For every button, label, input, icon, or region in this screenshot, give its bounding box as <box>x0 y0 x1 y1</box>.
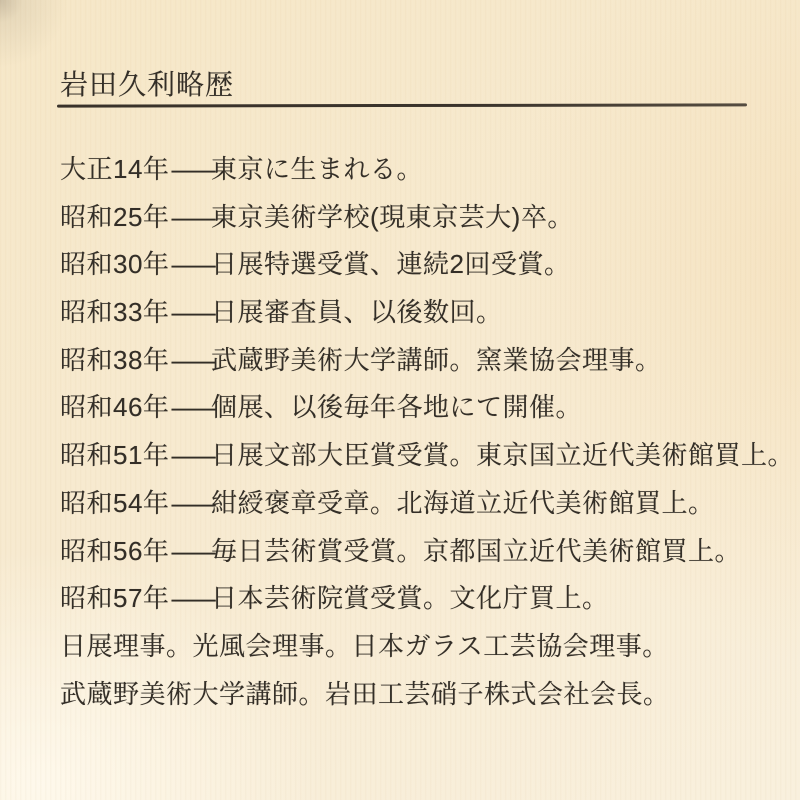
entry-era-year: 昭和51年 <box>60 440 170 471</box>
chronology-entry <box>60 337 780 385</box>
entry-era-year: 昭和30年 <box>60 249 170 280</box>
chronology-entry <box>60 289 780 337</box>
entry-era-year: 大正14年 <box>60 154 170 184</box>
entry-description: 東京美術学校(現東京芸大)卒。 <box>211 201 574 232</box>
entry-dash: — <box>171 487 217 518</box>
entry-dash: — <box>171 249 217 280</box>
entry-dash: — <box>171 392 217 423</box>
chronology-entry <box>60 575 780 623</box>
entry-era-year: 昭和25年 <box>60 201 170 232</box>
entry-dash: — <box>171 583 217 614</box>
chronology-entry <box>60 146 780 194</box>
entry-era-year: 昭和38年 <box>60 344 170 375</box>
entry-description: 紺綬褒章受章。北海道立近代美術館買上。 <box>211 487 715 518</box>
entry-era-year: 昭和54年 <box>60 487 170 518</box>
entry-description: 個展、以後毎年各地にて開催。 <box>211 392 583 423</box>
entry-era-year: 昭和56年 <box>60 535 170 566</box>
entry-dash: — <box>171 344 217 375</box>
entry-dash: — <box>171 154 217 184</box>
entry-description: 武蔵野美術大学講師。窯業協会理事。 <box>211 344 662 375</box>
chronology-entry <box>60 432 795 480</box>
affiliation-line <box>60 671 780 719</box>
chronology-entry <box>60 480 780 528</box>
entry-dash: — <box>171 201 217 232</box>
chronology-list <box>60 146 795 718</box>
entry-era-year: 昭和33年 <box>60 297 170 328</box>
title-underline-rule <box>57 103 747 107</box>
entry-dash: — <box>171 440 217 471</box>
chronology-entry <box>60 528 780 576</box>
entry-description: 日展特選受賞、連続2回受賞。 <box>211 249 571 280</box>
entry-dash: — <box>171 535 217 566</box>
affiliation-line <box>60 623 780 671</box>
affiliation-text: 日展理事。光風会理事。日本ガラス工芸協会理事。 <box>60 630 669 661</box>
entry-description: 毎日芸術賞受賞。京都国立近代美術館買上。 <box>211 535 742 566</box>
document-title: 岩田久利略歴 <box>60 69 235 100</box>
entry-dash: — <box>171 297 217 328</box>
entry-era-year: 昭和57年 <box>60 583 170 614</box>
entry-description: 日展審査員、以後数回。 <box>211 297 503 328</box>
entry-era-year: 昭和46年 <box>60 392 170 423</box>
chronology-entry <box>60 384 780 432</box>
entry-description: 東京に生まれる。 <box>211 154 424 184</box>
entry-description: 日展文部大臣賞受賞。東京国立近代美術館買上。 <box>211 440 795 471</box>
chronology-entry <box>60 194 780 242</box>
entry-description: 日本芸術院賞受賞。文化庁買上。 <box>211 583 609 614</box>
affiliation-text: 武蔵野美術大学講師。岩田工芸硝子株式会社会長。 <box>60 678 670 709</box>
chronology-entry <box>60 241 780 289</box>
